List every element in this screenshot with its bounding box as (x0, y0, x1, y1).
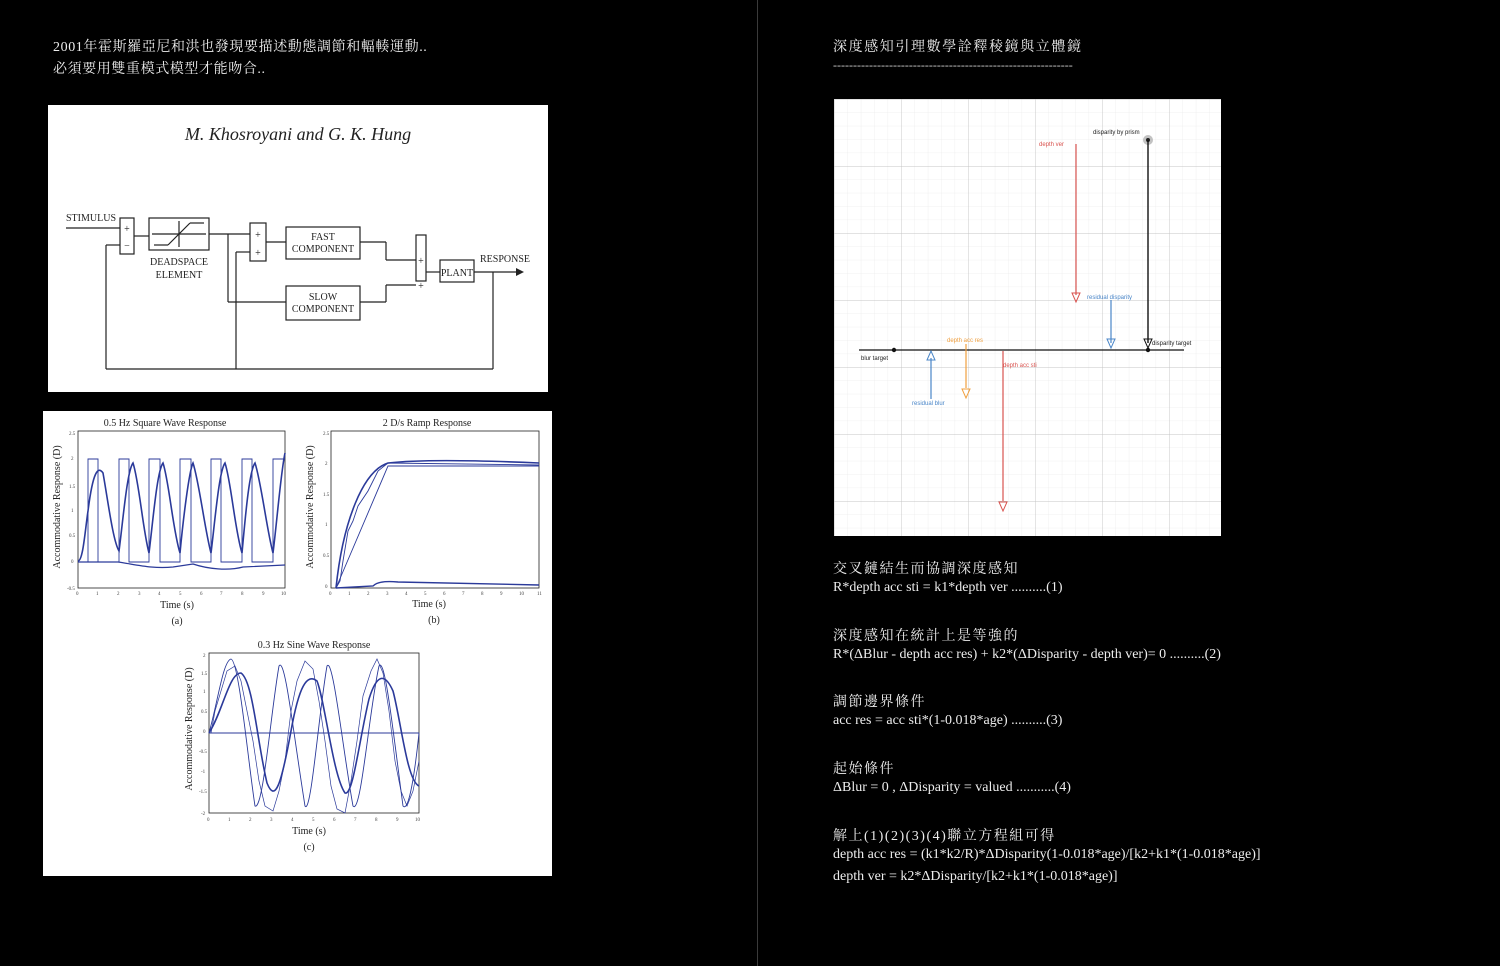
svg-text:0.5: 0.5 (69, 534, 76, 539)
eq3-title: 調節邊界條件 (833, 695, 926, 710)
svg-text:0: 0 (76, 592, 79, 597)
svg-text:8: 8 (375, 818, 378, 823)
response-label: RESPONSE (480, 254, 531, 265)
block-diagram-title: M. Khosroyani and G. K. Hung (184, 124, 412, 144)
svg-text:9: 9 (500, 592, 503, 597)
slow-label-2: COMPONENT (291, 304, 355, 315)
plot-c-xlabel: Time (s) (292, 826, 326, 837)
svg-text:4: 4 (158, 592, 161, 597)
svg-text:4: 4 (291, 818, 294, 823)
block-diagram-panel (48, 105, 548, 392)
deadspace-label-2: ELEMENT (155, 270, 203, 281)
svg-text:1: 1 (203, 690, 206, 695)
svg-text:7: 7 (354, 818, 357, 823)
sum1-plus: + (124, 224, 130, 235)
deadspace-label-1: DEADSPACE (150, 257, 208, 268)
stimulus-label: STIMULUS (66, 213, 117, 224)
plot-b-ylabel: Accommodative Response (D) (305, 445, 316, 569)
svg-text:10: 10 (415, 818, 420, 823)
svg-text:-2: -2 (201, 812, 206, 817)
intro-line-2: 必須要用雙重模式模型才能吻合.. (53, 62, 266, 77)
svg-text:1: 1 (96, 592, 99, 597)
svg-text:-0.5: -0.5 (67, 587, 75, 592)
svg-text:8: 8 (241, 592, 244, 597)
svg-text:-0.5: -0.5 (199, 750, 207, 755)
svg-text:2.5: 2.5 (69, 432, 76, 437)
plot-c-ylabel: Accommodative Response (D) (184, 667, 195, 791)
plot-a-label: (a) (171, 616, 183, 627)
svg-text:2: 2 (71, 457, 74, 462)
svg-text:0: 0 (203, 730, 206, 735)
svg-text:7: 7 (462, 592, 465, 597)
plot-b-title: 2 D/s Ramp Response (382, 418, 472, 429)
svg-text:3: 3 (138, 592, 141, 597)
svg-text:1: 1 (228, 818, 231, 823)
plant-label: PLANT (440, 268, 474, 279)
solution-2: depth ver = k2*ΔDisparity/[k2+k1*(1-0.018*age)] (833, 869, 1118, 884)
svg-text:1.5: 1.5 (201, 672, 208, 677)
title-underline: ------------------------------------------------------------ (833, 58, 1073, 72)
svg-text:7: 7 (220, 592, 223, 597)
label-depth-acc-sti: depth acc sti (1003, 363, 1037, 369)
slow-label-1: SLOW (308, 292, 338, 303)
eq1-title: 交叉鏈結生而協調深度感知 (833, 562, 1019, 577)
svg-text:0: 0 (329, 592, 332, 597)
plot-a-xlabel: Time (s) (160, 600, 194, 611)
eq1: R*depth acc sti = k1*depth ver ..........(1) (833, 580, 1063, 595)
label-residual-disparity: residual disparity (1087, 295, 1133, 301)
eq4-title: 起始條件 (833, 762, 895, 777)
sum2-plus-bottom: + (255, 248, 261, 259)
svg-text:10: 10 (519, 592, 524, 597)
sum3-plus-bottom: + (418, 281, 424, 292)
svg-text:3: 3 (386, 592, 389, 597)
sum1-minus: − (124, 241, 130, 252)
svg-text:-1.5: -1.5 (199, 790, 207, 795)
eq3: acc res = acc sti*(1-0.018*age) ..........(3) (833, 713, 1063, 728)
page-divider (757, 0, 758, 966)
svg-text:0.5: 0.5 (201, 710, 208, 715)
block-diagram (48, 105, 548, 392)
vector-diagram-panel (834, 99, 1221, 536)
svg-text:1.5: 1.5 (69, 485, 76, 490)
label-residual-blur: residual blur (912, 401, 945, 407)
svg-text:2.5: 2.5 (323, 432, 330, 437)
svg-text:5: 5 (424, 592, 427, 597)
svg-text:10: 10 (281, 592, 286, 597)
solution-1: depth acc res = (k1*k2/R)*ΔDisparity(1-0.018*age)/[k2+k1*(1-0.018*age)] (833, 847, 1261, 862)
svg-text:3: 3 (270, 818, 273, 823)
solution-title: 解上(1)(2)(3)(4)聯立方程組可得 (833, 829, 1056, 844)
svg-text:2: 2 (367, 592, 370, 597)
plot-b-label: (b) (428, 615, 440, 626)
plot-a-title: 0.5 Hz Square Wave Response (103, 418, 227, 429)
vector-diagram (834, 99, 1221, 536)
sum3-plus-top: + (418, 256, 424, 267)
svg-text:0: 0 (207, 818, 210, 823)
label-disparity-target: disparity target (1152, 341, 1192, 347)
eq2-title: 深度感知在統計上是等強的 (833, 629, 1019, 644)
svg-text:2: 2 (117, 592, 120, 597)
label-blur-target: blur target (861, 356, 889, 362)
svg-text:0: 0 (325, 585, 328, 590)
sum2-plus-top: + (255, 230, 261, 241)
svg-text:1: 1 (348, 592, 351, 597)
response-plots (43, 411, 552, 876)
svg-text:0: 0 (71, 560, 74, 565)
svg-text:0.5: 0.5 (323, 554, 330, 559)
plot-b-xlabel: Time (s) (412, 599, 446, 610)
svg-text:1: 1 (71, 509, 74, 514)
plot-c-title: 0.3 Hz Sine Wave Response (257, 640, 371, 651)
svg-text:2: 2 (203, 654, 206, 659)
svg-text:1.5: 1.5 (323, 493, 330, 498)
plot-b-frame (331, 431, 539, 588)
eq2: R*(ΔBlur - depth acc res) + k2*(ΔDisparity - depth ver)= 0 ..........(2) (833, 647, 1221, 662)
svg-text:4: 4 (405, 592, 408, 597)
plot-c-label: (c) (303, 842, 315, 853)
svg-text:6: 6 (200, 592, 203, 597)
svg-text:-1: -1 (201, 770, 206, 775)
svg-text:2: 2 (249, 818, 252, 823)
label-depth-ver: depth ver (1039, 142, 1065, 148)
response-plots-panel (43, 411, 552, 876)
svg-text:6: 6 (443, 592, 446, 597)
svg-text:2: 2 (325, 462, 328, 467)
plot-a-ylabel: Accommodative Response (D) (52, 445, 63, 569)
right-title: 深度感知引理數學詮釋稜鏡與立體鏡 (833, 40, 1083, 55)
eq4: ΔBlur = 0 , ΔDisparity = valued ...........(4) (833, 780, 1071, 795)
label-disparity-by-prism: disparity by prism (1093, 130, 1140, 136)
svg-text:6: 6 (333, 818, 336, 823)
svg-text:1: 1 (325, 523, 328, 528)
label-depth-acc-res: depth acc res (947, 338, 984, 344)
svg-text:11: 11 (537, 592, 542, 597)
svg-text:9: 9 (262, 592, 265, 597)
svg-text:8: 8 (481, 592, 484, 597)
svg-text:5: 5 (312, 818, 315, 823)
svg-text:9: 9 (396, 818, 399, 823)
svg-text:5: 5 (179, 592, 182, 597)
fast-label-1: FAST (311, 232, 335, 243)
intro-line-1: 2001年霍斯羅亞尼和洪也發現要描述動態調節和輻輳運動.. (53, 40, 428, 55)
fast-label-2: COMPONENT (291, 244, 355, 255)
